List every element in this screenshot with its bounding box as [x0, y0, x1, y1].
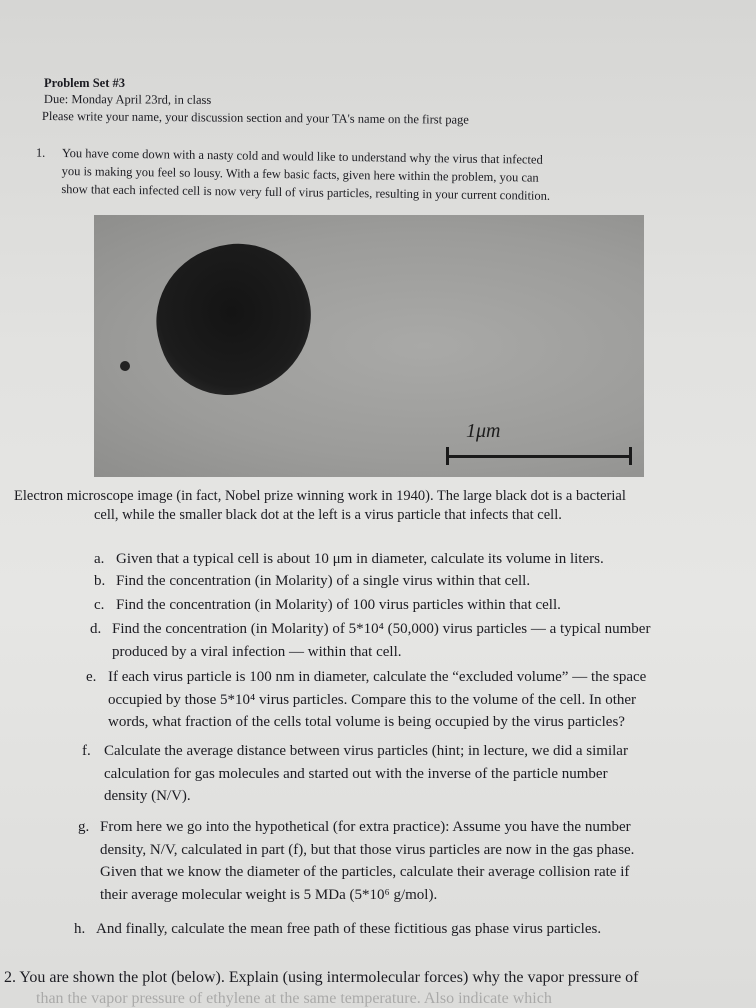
scale-bar — [446, 455, 632, 458]
part-b: b. Find the concentration (in Molarity) of a single virus within that cell. — [94, 573, 531, 589]
virus-particle — [120, 361, 130, 371]
scale-bar-label: 1μm — [466, 420, 501, 442]
figure-caption — [14, 487, 744, 525]
part-f: f. Calculate the average distance between virus particles (hint; in lecture, we did a similar calculation for gas molecules and started out with the inverse of the particle number density (N/V). — [82, 743, 628, 804]
part-e: e. If each virus particle is 100 nm in diameter, calculate the “excluded volume” — the space occupied by those 5*10⁴ virus particles. Compare this to the volume of the cell. In other words, what fraction of the cells total volume is being occupied by the virus particles? — [86, 669, 647, 730]
electron-microscope-image — [94, 215, 644, 477]
part-a: a. Given that a typical cell is about 10 μm in diameter, calculate its volume in liters. — [94, 551, 604, 567]
question-1-line: you is making you feel so lousy. With a few basic facts, given here within the problem, you can — [61, 163, 539, 185]
due-date: Due: Monday April 23rd, in class — [43, 91, 212, 107]
bacterial-cell — [137, 225, 331, 414]
caption-line: Electron microscope image (in fact, Nobel prize winning work in 1940). The large black dot is a bacterial — [14, 488, 626, 504]
caption-line: cell, while the smaller black dot at the left is a virus particle that infects that cell. — [94, 507, 562, 523]
question-2-cutoff-line: than the vapor pressure of ethylene at the same temperature. Also indicate which — [36, 990, 552, 1007]
part-g: g. From here we go into the hypothetical (for extra practice): Assume you have the number density, N/V, calculated in part (f), but that those virus particles are now in the gas phase. Given that we know the diameter of the particles, calculate their average collision rate if their average molecular weight is 5 MDa (5*10⁶ g/mol). — [78, 819, 635, 903]
part-c: c. Find the concentration (in Molarity) of 100 virus particles within that cell. — [94, 597, 561, 613]
question-1-line: show that each infected cell is now very full of virus particles, resulting in your current condition. — [61, 181, 551, 203]
question-2: 2. You are shown the plot (below). Explain (using intermolecular forces) why the vapor pressure of — [4, 969, 639, 986]
instructions: Please write your name, your discussion section and your TA's name on the first page — [41, 108, 469, 127]
question-1-number: 1. — [35, 145, 46, 160]
question-1-line: You have come down with a nasty cold and would like to understand why the virus that infected — [61, 145, 543, 167]
question-1 — [35, 144, 692, 207]
part-h: h. And finally, calculate the mean free path of these fictitious gas phase virus particles. — [74, 921, 602, 937]
problem-set-title: Problem Set #3 — [44, 76, 126, 90]
part-d: d. Find the concentration (in Molarity) of 5*10⁴ (50,000) virus particles — a typical number produced by a viral infection — within that cell. — [90, 621, 651, 660]
